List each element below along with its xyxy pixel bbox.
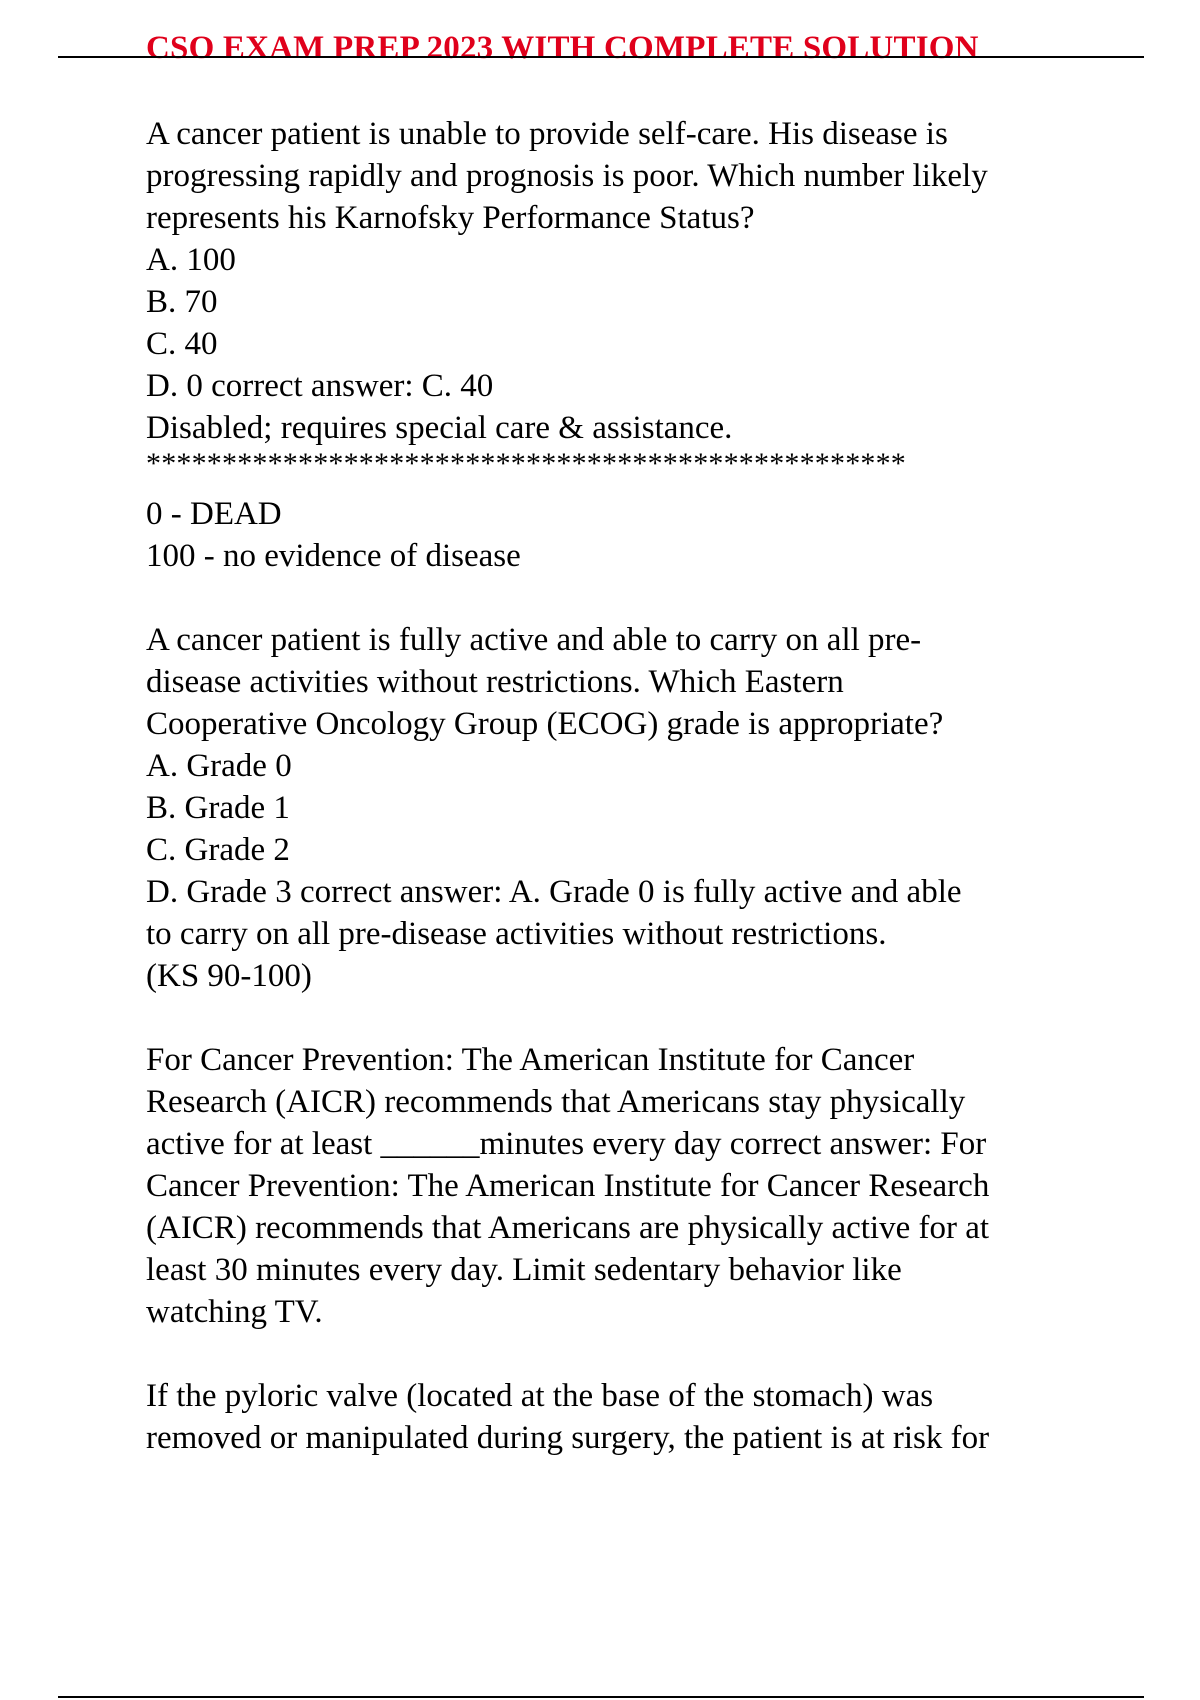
question-text-line: A cancer patient is fully active and able to carry on all pre- xyxy=(146,622,922,658)
option-a: A. Grade 0 xyxy=(146,748,292,784)
footer-rule xyxy=(58,1696,1144,1698)
question-text-line: A cancer patient is unable to provide self-care. His disease is xyxy=(146,116,948,152)
question-text-line: disease activities without restrictions. Which Eastern xyxy=(146,664,844,700)
question-text-line: If the pyloric valve (located at the base of the stomach) was xyxy=(146,1378,934,1414)
asterisk-separator: ************************************************** xyxy=(146,449,906,479)
option-d-answer: D. 0 correct answer: C. 40 xyxy=(146,368,494,404)
question-text-line: removed or manipulated during surgery, the patient is at risk for xyxy=(146,1420,990,1456)
header-rule xyxy=(58,56,1144,58)
document-body xyxy=(146,113,1146,1459)
question-text-line: progressing rapidly and prognosis is poor. Which number likely xyxy=(146,158,988,194)
question-pyloric-valve xyxy=(146,1375,1146,1459)
question-text-line: Cooperative Oncology Group (ECOG) grade is appropriate? xyxy=(146,706,944,742)
question-text-line: active for at least ______minutes every day correct answer: For xyxy=(146,1126,987,1162)
question-text-line: For Cancer Prevention: The American Institute for Cancer xyxy=(146,1042,915,1078)
question-text-line: Research (AICR) recommends that Americans stay physically xyxy=(146,1084,966,1120)
option-a: A. 100 xyxy=(146,242,236,278)
note-line: 0 - DEAD xyxy=(146,496,282,532)
question-ecog xyxy=(146,619,1146,997)
question-karnofsky xyxy=(146,113,1146,577)
option-c: C. 40 xyxy=(146,326,218,362)
question-aicr xyxy=(146,1039,1146,1333)
option-b: B. 70 xyxy=(146,284,218,320)
document-title: CSO EXAM PREP 2023 WITH COMPLETE SOLUTION xyxy=(146,30,979,66)
option-d-answer: D. Grade 3 correct answer: A. Grade 0 is fully active and able xyxy=(146,874,962,910)
answer-explanation: (KS 90-100) xyxy=(146,958,312,994)
answer-explanation: watching TV. xyxy=(146,1294,323,1330)
answer-explanation: to carry on all pre-disease activities without restrictions. xyxy=(146,916,887,952)
answer-explanation: (AICR) recommends that Americans are physically active for at xyxy=(146,1210,990,1246)
answer-explanation: Disabled; requires special care & assistance. xyxy=(146,410,733,446)
answer-explanation: least 30 minutes every day. Limit sedentary behavior like xyxy=(146,1252,902,1288)
note-line: 100 - no evidence of disease xyxy=(146,538,521,574)
answer-explanation: Cancer Prevention: The American Institute for Cancer Research xyxy=(146,1168,990,1204)
option-c: C. Grade 2 xyxy=(146,832,290,868)
option-b: B. Grade 1 xyxy=(146,790,290,826)
question-text-line: represents his Karnofsky Performance Status? xyxy=(146,200,755,236)
